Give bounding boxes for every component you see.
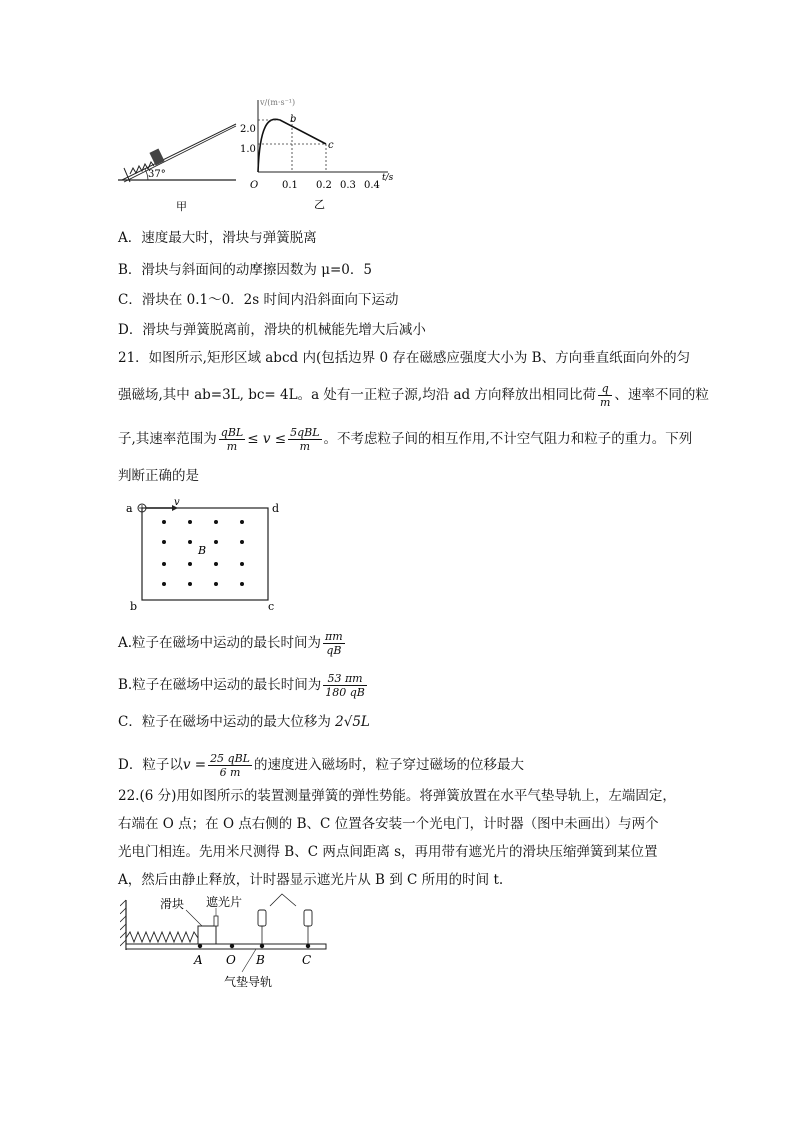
q21-option-b: B.粒子在磁场中运动的最长时间为 $\frac{53 \pi m}{180 qB}$: [118, 672, 365, 699]
corner-a: a: [126, 502, 133, 515]
y-unit-label: v/(m·s⁻¹): [260, 98, 296, 107]
point-c-label: c: [328, 140, 334, 151]
point-O: O: [226, 953, 236, 967]
q20-option-c: C．滑块在 0.1～0．2s 时间内沿斜面向下运动: [118, 292, 399, 308]
q20-option-b: B．滑块与斜面间的动摩擦因数为 μ=0．5: [118, 262, 372, 278]
q20-option-a: A．速度最大时，滑块与弹簧脱离: [118, 230, 317, 246]
x-tick-02: 0.2: [316, 180, 332, 191]
q22-line3: 光电门相连。先用米尺测得 B、C 两点间距离 s，再用带有遮光片的滑块压缩弹簧到某位置: [118, 844, 658, 860]
corner-c: c: [268, 600, 275, 613]
corner-d: d: [272, 502, 280, 515]
shade-label: 遮光片: [206, 895, 243, 909]
x-tick-04: 0.4: [364, 180, 380, 191]
q21-option-d: D．粒子以v = $\frac{\text{25 qBL}}{6 m}$ 的速度进入磁场时，粒子穿过磁场的位移最大: [118, 752, 524, 779]
x-tick-01: 0.1: [282, 180, 298, 191]
air-track-figure: [120, 892, 340, 1002]
q22-line4: A，然后由静止释放，计时器显示遮光片从 B 到 C 所用的时间 t.: [118, 872, 504, 888]
q22-line1: 22.(6 分)用如图所示的装置测量弹簧的弹性势能。将弹簧放置在水平气垫导轨上，左端固定，: [118, 788, 676, 804]
origin-label: O: [250, 180, 259, 191]
yi-label: 乙: [314, 198, 325, 211]
v-label: v: [174, 497, 180, 508]
x-tick-03: 0.3: [340, 180, 356, 191]
point-b-label: b: [290, 114, 297, 125]
corner-b: b: [130, 600, 138, 613]
y-tick-2: 2.0: [240, 124, 256, 135]
q21-line4: 判断正确的是: [118, 468, 199, 484]
q21-line2: 强磁场,其中 ab=3L, bc= 4L。a 处有一正粒子源,均沿 ad 方向释放出相同比荷 $\frac{q}{m}$ 、速率不同的粒: [118, 382, 709, 409]
x-unit-label: t/s: [382, 173, 394, 183]
point-C: C: [302, 953, 312, 967]
angle-label: 37°: [148, 169, 166, 180]
q21-option-a: A.粒子在磁场中运动的最长时间为 $\frac{\pi m}{qB}$: [118, 630, 343, 657]
B-label: B: [198, 544, 207, 557]
q21-option-c: C．粒子在磁场中运动的最大位移为 2√5L: [118, 714, 370, 730]
q21-line1: 21．如图所示,矩形区域 abcd 内(包括边界 0 存在磁感应强度大小为 B、方向垂直纸面向外的匀: [118, 350, 691, 366]
y-tick-1: 1.0: [240, 144, 256, 155]
magnetic-field-figure: [122, 494, 292, 616]
q20-option-d: D．滑块与弹簧脱离前，滑块的机械能先增大后减小: [118, 322, 426, 338]
q21-line3: 子,其速率范围为 $\frac{\text{qBL}}{m}$ ≤ v ≤ $\frac{\text{5qBL}}{m}$ 。不考虑粒子间的相互作用,不计空气阻力和粒子的重力。下列: [118, 426, 693, 453]
q22-line2: 右端在 O 点；在 O 点右侧的 B、C 位置各安装一个光电门，计时器（图中未画出）与两个: [118, 816, 659, 832]
rail-label: 气垫导轨: [224, 975, 273, 989]
point-A: A: [194, 953, 203, 967]
point-B: B: [256, 953, 265, 967]
slider-label: 滑块: [160, 897, 185, 911]
jia-label: 甲: [176, 200, 187, 213]
vt-graph: [236, 96, 396, 216]
